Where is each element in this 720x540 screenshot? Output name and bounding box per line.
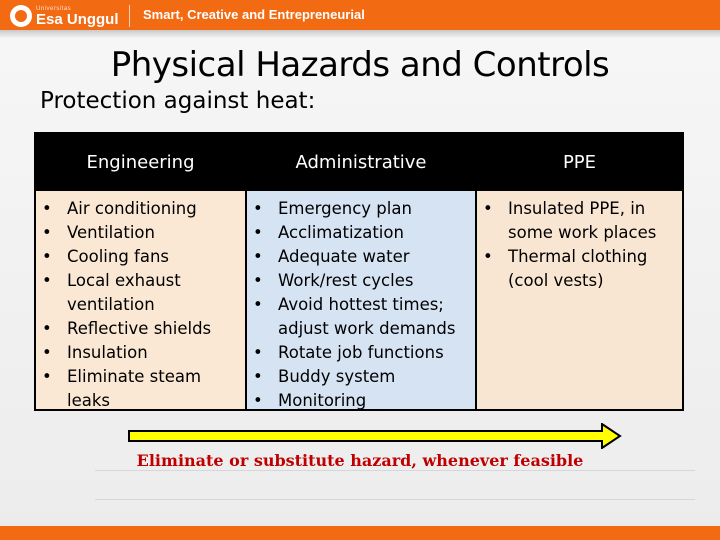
decorative-band bbox=[95, 470, 695, 500]
administrative-list bbox=[247, 191, 475, 413]
list-item: • Acclimatization bbox=[251, 221, 471, 245]
header-bar bbox=[0, 0, 720, 30]
engineering-list bbox=[36, 191, 245, 413]
bullet-icon: • bbox=[42, 247, 52, 266]
bullet-icon: • bbox=[42, 343, 52, 362]
list-item: • Local exhaust ventilation bbox=[40, 269, 241, 317]
header-shadow bbox=[0, 30, 720, 38]
bullet-icon: • bbox=[483, 247, 493, 266]
administrative-column bbox=[247, 134, 477, 409]
list-item: • Monitoring bbox=[251, 389, 471, 413]
list-item: • Insulation bbox=[40, 341, 241, 365]
engineering-heading: Engineering bbox=[36, 134, 245, 191]
list-item: • Reflective shields bbox=[40, 317, 241, 341]
ppe-heading: PPE bbox=[477, 134, 682, 191]
administrative-heading: Administrative bbox=[247, 134, 475, 191]
footer-bar bbox=[0, 526, 720, 540]
slide-subtitle: Protection against heat: bbox=[40, 88, 316, 114]
list-item: • Insulated PPE, in some work places bbox=[481, 197, 678, 245]
bullet-icon: • bbox=[253, 391, 263, 410]
bullet-icon: • bbox=[42, 223, 52, 242]
list-item: • Thermal clothing (cool vests) bbox=[481, 245, 678, 293]
bullet-icon: • bbox=[253, 367, 263, 386]
engineering-column bbox=[36, 134, 247, 409]
list-item: • Eliminate steam leaks bbox=[40, 365, 241, 413]
list-item: • Emergency plan bbox=[251, 197, 471, 221]
bullet-icon: • bbox=[253, 295, 263, 314]
bullet-icon: • bbox=[253, 223, 263, 242]
logo-divider bbox=[129, 5, 130, 27]
university-logo bbox=[10, 3, 130, 29]
list-item: • Buddy system bbox=[251, 365, 471, 389]
logo-small-text: Universitas bbox=[36, 5, 72, 12]
list-item: • Rotate job functions bbox=[251, 341, 471, 365]
list-item: • Adequate water bbox=[251, 245, 471, 269]
list-item: • Work/rest cycles bbox=[251, 269, 471, 293]
list-item: • Air conditioning bbox=[40, 197, 241, 221]
bullet-icon: • bbox=[253, 343, 263, 362]
bullet-icon: • bbox=[253, 271, 263, 290]
right-arrow-icon bbox=[128, 423, 622, 449]
bullet-icon: • bbox=[253, 247, 263, 266]
tagline: Smart, Creative and Entrepreneurial bbox=[143, 7, 365, 22]
list-item: • Avoid hottest times; adjust work demands bbox=[251, 293, 471, 341]
university-logo-icon bbox=[10, 5, 32, 27]
slide-title: Physical Hazards and Controls bbox=[110, 45, 610, 85]
controls-table bbox=[34, 132, 684, 411]
bullet-icon: • bbox=[483, 199, 493, 218]
logo-name: Esa Unggul bbox=[36, 10, 119, 28]
ppe-column bbox=[477, 134, 682, 409]
bullet-icon: • bbox=[42, 271, 52, 290]
bullet-icon: • bbox=[42, 199, 52, 218]
bullet-icon: • bbox=[253, 199, 263, 218]
list-item: • Ventilation bbox=[40, 221, 241, 245]
caption: Eliminate or substitute hazard, whenever feasible bbox=[136, 451, 584, 470]
list-item: • Cooling fans bbox=[40, 245, 241, 269]
ppe-list bbox=[477, 191, 682, 293]
bullet-icon: • bbox=[42, 319, 52, 338]
bullet-icon: • bbox=[42, 367, 52, 386]
